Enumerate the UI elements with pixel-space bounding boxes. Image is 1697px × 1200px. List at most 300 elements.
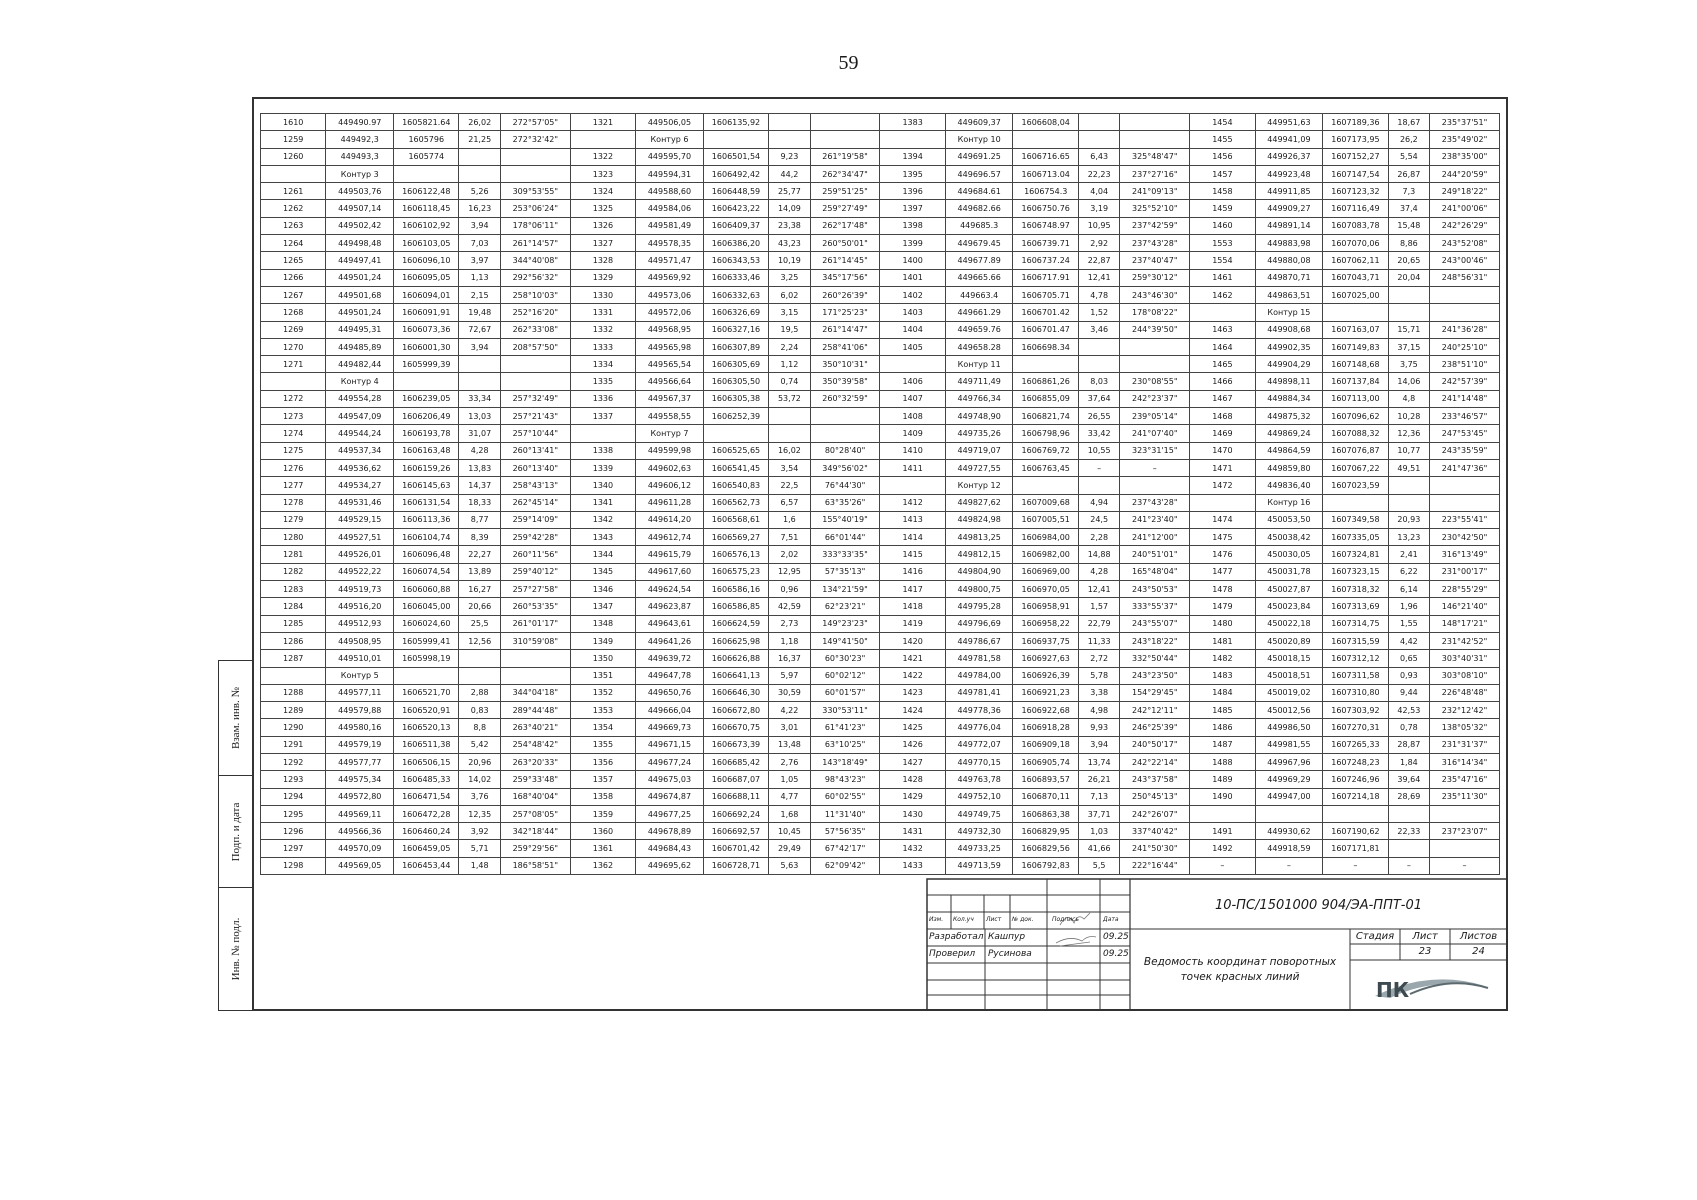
table-cell: 1606586,85 [703,598,768,615]
table-cell: 1488 [1190,753,1255,770]
table-cell: 1323 [570,165,635,182]
table-cell: 449695,62 [636,857,704,874]
table-cell: 1,05 [769,771,810,788]
table-cell: 450020,89 [1255,632,1323,649]
table-cell: 1606541,45 [703,459,768,476]
table-cell: 1606094,01 [394,286,459,303]
table-cell: 449891,14 [1255,217,1323,234]
table-cell: 1282 [261,563,326,580]
table-cell: 26,87 [1388,165,1429,182]
table-cell: 4,78 [1078,286,1119,303]
table-cell: 1606646,30 [703,684,768,701]
table-cell: 1607088,32 [1323,425,1388,442]
table-cell: 449752,10 [945,788,1013,805]
table-cell: 1463 [1190,321,1255,338]
table-cell: 1606520,13 [394,719,459,736]
table-cell: 257°27'58" [500,581,570,598]
table-cell: 7,3 [1388,183,1429,200]
table-cell: 1272 [261,390,326,407]
table-cell: 0,93 [1388,667,1429,684]
table-cell: 244°20'59" [1430,165,1500,182]
table-cell: 1280 [261,529,326,546]
table-cell: 259°30'12" [1120,269,1190,286]
table-cell: 1606103,05 [394,235,459,252]
table-cell: 449735,26 [945,425,1013,442]
table-cell: 1396 [880,183,945,200]
table-cell: 449981,55 [1255,736,1323,753]
table-cell: 237°42'59" [1120,217,1190,234]
table-cell: 13,48 [769,736,810,753]
table-cell: 330°53'11" [810,702,880,719]
table-cell: 1605999,39 [394,356,459,373]
table-cell: 5,71 [459,840,500,857]
table-cell: 242°26'29" [1430,217,1500,234]
table-cell: 239°05'14" [1120,408,1190,425]
table-cell: 1,03 [1078,823,1119,840]
table-cell: 449684.61 [945,183,1013,200]
table-cell: 450030,05 [1255,546,1323,563]
table-cell: 1417 [880,581,945,598]
table-cell: 41,66 [1078,840,1119,857]
table-cell: 1431 [880,823,945,840]
table-cell: 1606685,42 [703,753,768,770]
table-cell: 1462 [1190,286,1255,303]
table-cell: 449647,78 [636,667,704,684]
table-cell: 61°41'23" [810,719,880,736]
table-cell: 16,37 [769,650,810,667]
table-cell: 449595,70 [636,148,704,165]
table-cell: 1606863,38 [1013,805,1078,822]
table-cell: 1606073,36 [394,321,459,338]
table-cell: 1607113,00 [1323,390,1388,407]
table-cell: 60°01'57" [810,684,880,701]
table-cell: 1606525,65 [703,442,768,459]
table-cell: 2,28 [1078,529,1119,546]
table-cell: 1607062,11 [1323,252,1388,269]
table-cell: 18,67 [1388,114,1429,131]
table-cell: 233°46'57" [1430,408,1500,425]
table-cell: 1295 [261,805,326,822]
side-label-signature: Подп. и дата [229,802,242,861]
table-cell: 449570,09 [326,840,394,857]
table-cell: 253°06'24" [500,200,570,217]
table-cell: 1321 [570,114,635,131]
table-cell: 0,65 [1388,650,1429,667]
table-cell: 1607096,62 [1323,408,1388,425]
table-cell: 3,94 [459,217,500,234]
table-cell: 449685.3 [945,217,1013,234]
table-cell: 259°33'48" [500,771,570,788]
table-cell: 1606687,07 [703,771,768,788]
table-cell: 303°40'31" [1430,650,1500,667]
table-cell: 259°42'28" [500,529,570,546]
table-cell: 1607023,59 [1323,477,1388,494]
table-cell: 449675,03 [636,771,704,788]
table-cell: 449869,24 [1255,425,1323,442]
table-cell: 13,03 [459,408,500,425]
table-cell: 1606159,26 [394,459,459,476]
header-signature: Подпись [1052,916,1079,923]
table-cell: 1491 [1190,823,1255,840]
table-cell: 14,09 [769,200,810,217]
table-cell: 60°02'12" [810,667,880,684]
table-cell: 1606626,88 [703,650,768,667]
table-cell: 1470 [1190,442,1255,459]
table-cell: 1606754.3 [1013,183,1078,200]
table-cell: 1606576,13 [703,546,768,563]
table-cell: 449624,54 [636,581,704,598]
table-cell: 1606921,23 [1013,684,1078,701]
table-cell: 449566,36 [326,823,394,840]
table-cell: 3,25 [769,269,810,286]
table-cell: 1606958,22 [1013,615,1078,632]
table-cell: 1607116,49 [1323,200,1388,217]
table-cell: 1402 [880,286,945,303]
table-cell: 1352 [570,684,635,701]
table-cell: 1260 [261,148,326,165]
table-cell: 1606095,05 [394,269,459,286]
table-cell: 12,56 [459,632,500,649]
table-cell: 1606701.47 [1013,321,1078,338]
table-cell: 449663.4 [945,286,1013,303]
table-cell: 1606193,78 [394,425,459,442]
table-cell: 325°48'47" [1120,148,1190,165]
table-cell: 80°28'40" [810,442,880,459]
table-cell: 42,53 [1388,702,1429,719]
table-cell: 1606239,05 [394,390,459,407]
header-count: Кол.уч [953,916,974,923]
table-cell: 1342 [570,511,635,528]
table-cell: 449908,68 [1255,321,1323,338]
table-cell: 316°13'49" [1430,546,1500,563]
table-cell: 1607067,22 [1323,459,1388,476]
table-cell: 1606386,20 [703,235,768,252]
table-cell: 1400 [880,252,945,269]
table-cell: 260°13'40" [500,459,570,476]
table-cell: 1403 [880,304,945,321]
table-cell: 1430 [880,805,945,822]
table-cell: 449512,93 [326,615,394,632]
table-cell: 1492 [1190,840,1255,857]
table-cell: 22,79 [1078,615,1119,632]
table-cell: 1292 [261,753,326,770]
table-cell: 1606326,69 [703,304,768,321]
table-cell: – [1430,857,1500,874]
table-cell: 1328 [570,252,635,269]
table-cell: 449493,3 [326,148,394,165]
table-cell: 1420 [880,632,945,649]
table-cell: 1607076,87 [1323,442,1388,459]
table-cell: 1465 [1190,356,1255,373]
contour-heading: Контур 16 [1255,494,1323,511]
table-cell: 1606252,39 [703,408,768,425]
table-cell: 1395 [880,165,945,182]
table-cell: 243°52'08" [1430,235,1500,252]
table-cell: 1337 [570,408,635,425]
table-cell: 449639,72 [636,650,704,667]
table-cell: – [1388,857,1429,874]
table-cell: 449573,06 [636,286,704,303]
table-cell: 1383 [880,114,945,131]
table-cell: 231°31'37" [1430,736,1500,753]
table-cell: 449770,15 [945,753,1013,770]
table-cell: 5,97 [769,667,810,684]
table-cell: 33,42 [1078,425,1119,442]
table-cell: 1358 [570,788,635,805]
table-cell: 2,92 [1078,235,1119,252]
table-cell: 143°18'49" [810,753,880,770]
table-cell: 449602,63 [636,459,704,476]
table-cell: 3,46 [1078,321,1119,338]
table-cell: 1606307,89 [703,338,768,355]
table-cell: 0,83 [459,702,500,719]
table-cell: 449781,58 [945,650,1013,667]
table-cell: 272°57'05" [500,114,570,131]
table-cell: 60°02'55" [810,788,880,805]
table-cell: 258°10'03" [500,286,570,303]
table-cell: 243°35'59" [1430,442,1500,459]
table-cell: 0,96 [769,581,810,598]
table-cell: 1415 [880,546,945,563]
table-cell: 1336 [570,390,635,407]
table-cell: 1360 [570,823,635,840]
table-cell: 449537,34 [326,442,394,459]
table-cell: 1357 [570,771,635,788]
table-cell: 237°27'16" [1120,165,1190,182]
table-cell: 240°25'10" [1430,338,1500,355]
table-cell: 1606717.91 [1013,269,1078,286]
table-cell: – [1190,857,1255,874]
table-cell: 49,51 [1388,459,1429,476]
table-cell: 1273 [261,408,326,425]
table-cell: 260°13'41" [500,442,570,459]
table-cell: 14,06 [1388,373,1429,390]
table-cell: 259°27'49" [810,200,880,217]
table-cell: 26,21 [1078,771,1119,788]
table-cell: 1351 [570,667,635,684]
table-cell: 449904,29 [1255,356,1323,373]
table-cell: 449918,59 [1255,840,1323,857]
table-cell: 449763,78 [945,771,1013,788]
table-cell: 1354 [570,719,635,736]
table-cell: 28,87 [1388,736,1429,753]
table-cell: 449875,32 [1255,408,1323,425]
table-cell: 1606163,48 [394,442,459,459]
table-cell: 1485 [1190,702,1255,719]
table-cell: 1606918,28 [1013,719,1078,736]
table-cell: 1293 [261,771,326,788]
table-cell: 1297 [261,840,326,857]
table-cell: 1275 [261,442,326,459]
contour-heading: Контур 4 [326,373,394,390]
table-cell: 1338 [570,442,635,459]
table-cell: 3,92 [459,823,500,840]
table-cell: 1353 [570,702,635,719]
table-cell: 1459 [1190,200,1255,217]
table-cell: 14,88 [1078,546,1119,563]
table-cell: 254°48'42" [500,736,570,753]
table-cell: 4,42 [1388,632,1429,649]
table-cell: 165°48'04" [1120,563,1190,580]
table-cell: 0,74 [769,373,810,390]
table-cell: 1472 [1190,477,1255,494]
table-cell: 260°53'35" [500,598,570,615]
table-cell: 241°14'48" [1430,390,1500,407]
table-cell: 449567,37 [636,390,704,407]
table-cell: 450053,50 [1255,511,1323,528]
table-cell: 449588,60 [636,183,704,200]
table-cell: 1607303,92 [1323,702,1388,719]
table-cell: 1484 [1190,684,1255,701]
table-cell: 1407 [880,390,945,407]
table-cell: 1468 [1190,408,1255,425]
table-cell: 12,35 [459,805,500,822]
table-cell: 449986,50 [1255,719,1323,736]
sheet-label: Лист [1412,931,1438,942]
table-cell: 449784,00 [945,667,1013,684]
table-cell: 146°21'40" [1430,598,1500,615]
table-cell: 1291 [261,736,326,753]
table-cell: 2,73 [769,615,810,632]
table-cell: 1606750.76 [1013,200,1078,217]
table-cell: 5,5 [1078,857,1119,874]
table-cell: 1339 [570,459,635,476]
table-cell: 4,8 [1388,390,1429,407]
table-cell: 25,77 [769,183,810,200]
document-title: Ведомость координат поворотных точек красных линий [1143,956,1337,983]
table-cell: 449926,37 [1255,148,1323,165]
table-cell: 1606060,88 [394,581,459,598]
table-cell: 449643,61 [636,615,704,632]
table-cell: 235°49'02" [1430,131,1500,148]
table-cell: 1,68 [769,805,810,822]
table-cell: 449485,89 [326,338,394,355]
contour-heading: Контур 10 [945,131,1013,148]
table-cell: 1606861,26 [1013,373,1078,390]
table-cell: 257°10'44" [500,425,570,442]
table-cell: 449824,98 [945,511,1013,528]
table-cell: 171°25'23" [810,304,880,321]
table-cell: 1296 [261,823,326,840]
table-cell: 345°17'56" [810,269,880,286]
table-cell: 449516,20 [326,598,394,615]
table-cell: 237°23'07" [1430,823,1500,840]
table-cell: 1322 [570,148,635,165]
table-cell: 1554 [1190,252,1255,269]
table-cell: 1606096,10 [394,252,459,269]
table-cell: 257°21'43" [500,408,570,425]
table-cell: 1,12 [769,356,810,373]
table-cell: 37,15 [1388,338,1429,355]
developed-label: Разработал [929,932,984,942]
table-cell: 1606692,57 [703,823,768,840]
table-cell: 450031,78 [1255,563,1323,580]
table-cell: 449812,15 [945,546,1013,563]
table-cell: 1606091,91 [394,304,459,321]
table-cell: 1606893,57 [1013,771,1078,788]
table-cell: 449569,11 [326,805,394,822]
table-cell: 1298 [261,857,326,874]
table-cell: 1416 [880,563,945,580]
table-cell: 449531,46 [326,494,394,511]
table-cell: 243°46'30" [1120,286,1190,303]
table-cell: 235°37'51" [1430,114,1500,131]
table-cell: 13,74 [1078,753,1119,770]
table-cell: 1606692,24 [703,805,768,822]
table-cell: 1606471,54 [394,788,459,805]
table-cell: 449778,36 [945,702,1013,719]
table-cell: 257°32'49" [500,390,570,407]
table-cell: 168°40'04" [500,788,570,805]
table-cell: 1361 [570,840,635,857]
sheet-value: 23 [1418,946,1432,957]
table-cell: 449766,34 [945,390,1013,407]
table-cell: 53,72 [769,390,810,407]
table-cell: 1261 [261,183,326,200]
table-cell: 4,94 [1078,494,1119,511]
table-cell: 1426 [880,736,945,753]
table-cell: 1,18 [769,632,810,649]
table-cell: 449584,06 [636,200,704,217]
table-cell: 1606937,75 [1013,632,1078,649]
table-cell: 1606074,54 [394,563,459,580]
table-cell: 72,67 [459,321,500,338]
table-cell: 292°56'32" [500,269,570,286]
table-cell: 22,27 [459,546,500,563]
table-cell: 1606206,49 [394,408,459,425]
table-cell: 303°08'10" [1430,667,1500,684]
table-cell: 1418 [880,598,945,615]
table-cell: 1606520,91 [394,702,459,719]
contour-heading: Контур 11 [945,356,1013,373]
table-cell: 1,13 [459,269,500,286]
table-cell: 1425 [880,719,945,736]
table-cell: 67°42'17" [810,840,880,857]
table-cell: 1607123,32 [1323,183,1388,200]
table-cell: 248°56'31" [1430,269,1500,286]
table-cell: 2,88 [459,684,500,701]
table-cell: 449711,49 [945,373,1013,390]
table-cell: 1466 [1190,373,1255,390]
table-cell: 1606305,69 [703,356,768,373]
table-cell: 450012,56 [1255,702,1323,719]
table-cell: 333°33'35" [810,546,880,563]
table-cell: 449507,14 [326,200,394,217]
table-cell: 63°10'25" [810,736,880,753]
table-cell: 1423 [880,684,945,701]
table-cell: 240°51'01" [1120,546,1190,563]
table-cell: 39,64 [1388,771,1429,788]
table-cell: 1327 [570,235,635,252]
table-cell: 1324 [570,183,635,200]
table-cell: 449727,55 [945,459,1013,476]
table-cell: 62°23'21" [810,598,880,615]
table-cell: 1606701.42 [1013,304,1078,321]
table-cell: 16,27 [459,581,500,598]
table-cell: 1606922,68 [1013,702,1078,719]
table-cell: 1606984,00 [1013,529,1078,546]
table-cell: 449911,85 [1255,183,1323,200]
table-cell: 7,51 [769,529,810,546]
table-cell: 1,84 [1388,753,1429,770]
table-cell: 1482 [1190,650,1255,667]
table-cell: 1606511,38 [394,736,459,753]
table-cell: 44,2 [769,165,810,182]
table-cell: 1279 [261,511,326,528]
table-cell: 1606045,00 [394,598,459,615]
table-cell: 29,49 [769,840,810,857]
table-cell: 1606521,70 [394,684,459,701]
